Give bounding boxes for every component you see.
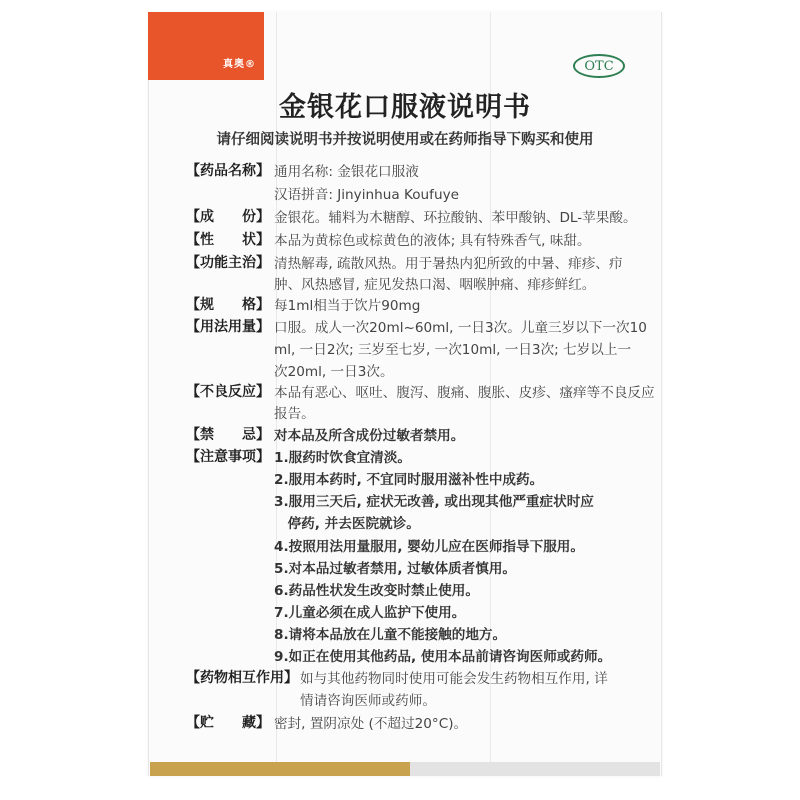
bottom-gray-bar xyxy=(410,762,660,776)
section-label-indications: 【功能主治】 xyxy=(186,255,270,271)
precaution-item-6: 6.药品性状发生改变时禁止使用。 xyxy=(274,583,479,599)
precaution-item-8: 8.请将本品放在儿童不能接触的地方。 xyxy=(274,627,507,643)
section-text-indications-2: 肿、风热感冒, 症见发热口渴、咽喉肿痛、痱疹鲜红。 xyxy=(274,277,596,293)
brand-name: 真奥® xyxy=(223,59,256,70)
precaution-item-3: 3.服用三天后, 症状无改善, 或出现其他严重症状时应 xyxy=(274,494,594,510)
section-text-name-2: 汉语拼音: Jinyinhua Koufuye xyxy=(274,187,459,203)
section-label-contraindications: 【禁 忌】 xyxy=(186,427,270,443)
section-label-adverse: 【不良反应】 xyxy=(186,384,270,400)
section-text-dosage-2: ml, 一日2次; 三岁至七岁, 一次10ml, 一日3次; 七岁以上一 xyxy=(274,342,632,358)
section-text-name-1: 通用名称: 金银花口服液 xyxy=(274,164,419,180)
section-label-spec: 【规 格】 xyxy=(186,297,270,313)
section-label-ingredients: 【成 份】 xyxy=(186,209,270,225)
precaution-item-7: 7.儿童必须在成人监护下使用。 xyxy=(274,605,466,621)
section-label-character: 【性 状】 xyxy=(186,232,270,248)
precaution-item-3-cont: 停药, 并去医院就诊。 xyxy=(274,516,420,532)
section-text-contraindications-1: 对本品及所含成份过敏者禁用。 xyxy=(274,428,465,444)
section-label-dosage: 【用法用量】 xyxy=(186,319,270,335)
section-text-ingredients-1: 金银花。辅料为木糖醇、环拉酸钠、苯甲酸钠、DL-苹果酸。 xyxy=(274,210,637,226)
section-text-interactions-1: 如与其他药物同时使用可能会发生药物相互作用, 详 xyxy=(300,671,608,687)
section-label-storage: 【贮 藏】 xyxy=(186,715,270,731)
section-label-name: 【药品名称】 xyxy=(186,163,270,179)
section-text-dosage-1: 口服。成人一次20ml~60ml, 一日3次。儿童三岁以下一次10 xyxy=(274,320,647,336)
section-text-dosage-3: 次20ml, 一日3次。 xyxy=(274,364,394,380)
otc-badge: OTC xyxy=(573,54,625,78)
page-subtitle: 请仔细阅读说明书并按说明使用或在药师指导下购买和使用 xyxy=(216,132,594,148)
section-text-storage-1: 密封, 置阴凉处 (不超过20°C)。 xyxy=(274,716,468,732)
section-text-interactions-2: 情请咨询医师或药师。 xyxy=(300,693,436,709)
brand-logo-block xyxy=(148,12,264,80)
section-text-adverse-2: 报告。 xyxy=(274,406,315,422)
section-text-adverse-1: 本品有恶心、呕吐、腹泻、腹痛、腹胀、皮疹、瘙痒等不良反应 xyxy=(274,385,655,401)
precaution-item-2: 2.服用本药时, 不宜同时服用滋补性中成药。 xyxy=(274,472,544,488)
section-text-indications-1: 清热解毒, 疏散风热。用于暑热内犯所致的中暑、痱疹、疖 xyxy=(274,256,623,272)
section-text-spec-1: 每1ml相当于饮片90mg xyxy=(274,298,421,314)
precaution-item-9: 9.如正在使用其他药品, 使用本品前请咨询医师或药师。 xyxy=(274,649,612,665)
page-title: 金银花口服液说明书 xyxy=(279,92,531,123)
precaution-item-5: 5.对本品过敏者禁用, 过敏体质者慎用。 xyxy=(274,561,517,577)
precaution-item-4: 4.按照用法用量服用, 婴幼儿应在医师指导下服用。 xyxy=(274,539,584,555)
bottom-color-bar xyxy=(150,762,410,776)
section-label-precautions: 【注意事项】 xyxy=(186,449,270,465)
section-text-character-1: 本品为黄棕色或棕黄色的液体; 具有特殊香气, 味甜。 xyxy=(274,233,591,249)
precaution-item-1: 1.服药时饮食宜清淡。 xyxy=(274,450,411,466)
section-label-interactions: 【药物相互作用】 xyxy=(186,670,298,686)
